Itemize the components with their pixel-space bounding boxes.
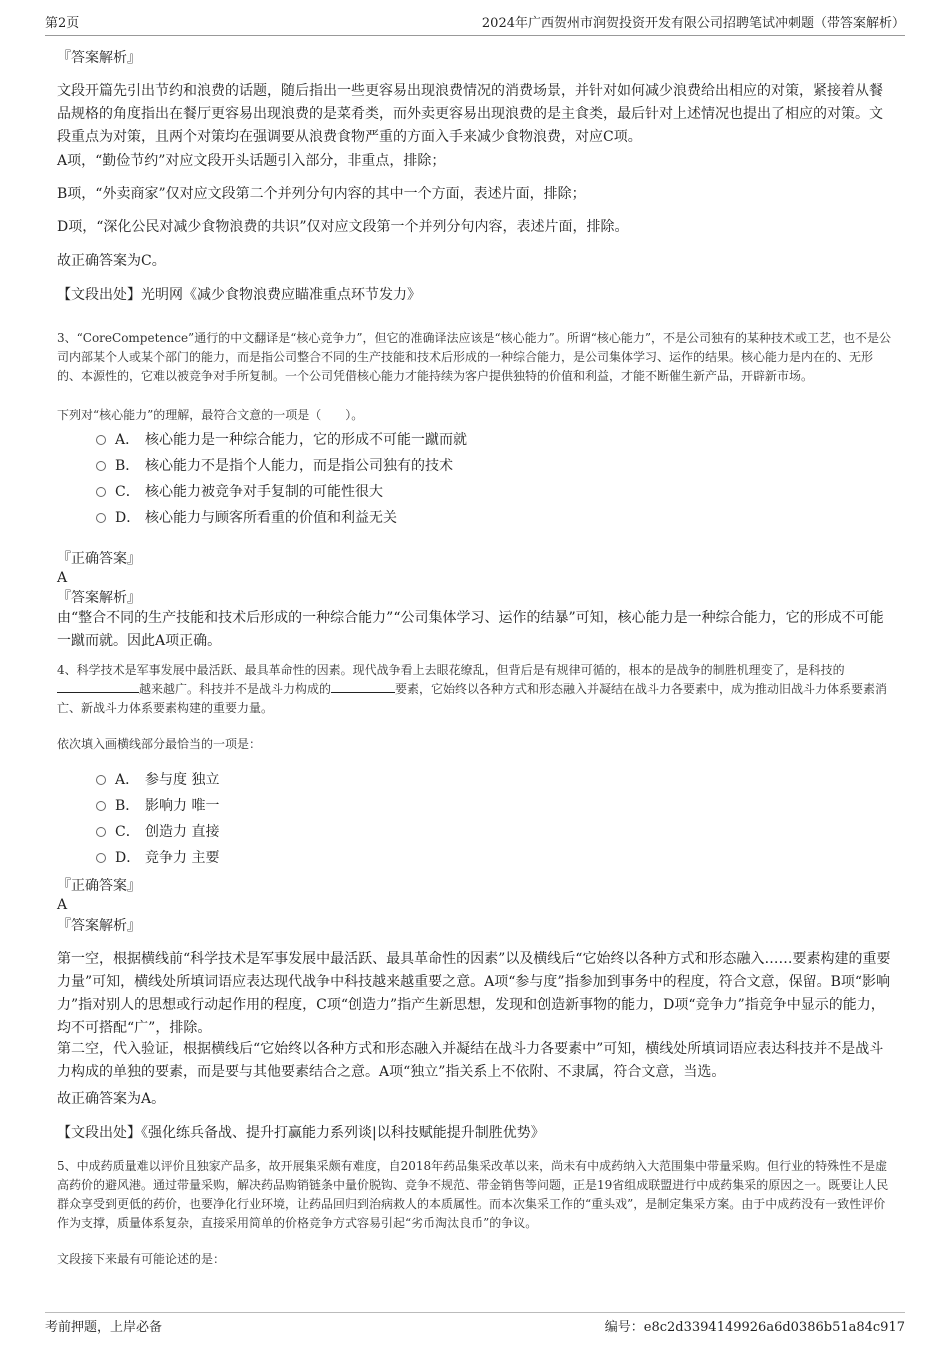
radio-button-icon[interactable]: [96, 775, 106, 785]
page-number: 第2页: [45, 16, 80, 31]
document-title: 2024年广西贺州市润贺投资开发有限公司招聘笔试冲刺题（带答案解析）: [481, 16, 905, 31]
radio-button-icon[interactable]: [96, 801, 106, 811]
q4-stem-part-2: 越来越广。科技并不是战斗力构成的: [139, 682, 332, 696]
q3-question: 下列对“核心能力”的理解，最符合文意的一项是（ ）。: [57, 408, 364, 422]
option-text: 竞争力 主要: [145, 850, 220, 866]
q4-answer: A: [57, 897, 68, 913]
blank-line: [57, 680, 139, 693]
q3-option-c[interactable]: [96, 482, 383, 502]
q4-analysis-label: 『答案解析』: [57, 918, 141, 934]
q5-stem: 5、中成药质量难以评价且独家产品多，故开展集采颇有难度，自2018年药品集采改革以来，尚未有中成药纳入大范围集中带量采购。但行业的特殊性不是虚高药价的避风港。通过带量采购，解决药品购销链条中量价脱钩、竞争不规范、带金销售等问题，正是19省组成联盟进行中成药集采的原因之一。既要让人民群众享受到更低的药价，也要净化行业环境，让药品回归到治病救人的本质属性。而本次集采工作的“重头戏”，是制定集采方案。由于中成药没有一致性评价作为支撑，质量体系复杂，直接采用简单的价格竞争方式容易引起“劣币淘汰良币”的争议。: [57, 1159, 889, 1230]
radio-button-icon[interactable]: [96, 827, 106, 837]
blank-line: [331, 680, 395, 693]
option-text: 参与度 独立: [145, 772, 220, 788]
q3-stem: 3、“CoreCompetence”通行的中文翻译是“核心竞争力”，但它的准确译法应该是“核心能力”。所谓“核心能力”，不是公司独有的某种技术或工艺，也不是公司内部某个人或某个部门的能力，而是指公司整合不同的生产技能和技术后形成的一种综合能力，是公司集体学习、运作的结果。核心能力是内在的、无形的、本源性的，它难以被竞争对手所复制。一个公司凭借核心能力才能持续为客户提供独特的价值和利益，才能不断催生新产品，开辟新市场。: [57, 331, 892, 383]
q4-source: 【文段出处】《强化练兵备战、提升打赢能力系列谈|以科技赋能提升制胜优势》: [57, 1125, 545, 1141]
q3-analysis-label: 『答案解析』: [57, 590, 141, 606]
radio-button-icon[interactable]: [96, 461, 106, 471]
option-text: 核心能力被竞争对手复制的可能性很大: [145, 484, 383, 500]
option-text: 核心能力不是指个人能力，而是指公司独有的技术: [145, 458, 453, 474]
q2-analysis-option-d: D项，“深化公民对减少食物浪费的共识”仅对应文段第一个并列分句内容，表述片面，排除。: [57, 219, 629, 235]
q4-option-b[interactable]: [96, 796, 219, 816]
q4-analysis-paragraph-1: 第一空，根据横线前“科学技术是军事发展中最活跃、最具革命性的因素”以及横线后“它始终以各种方式和形态融入……要素构建的重要力量”可知，横线处所填词语应表达现代战争中科技越来越重要之意。A项“参与度”指参加到事务中的程度，符合文意，保留。B项“影响力”指对别人的思想或行动起作用的程度，C项“创造力”指产生新思想，发现和创造新事物的能力，D项“竞争力”指竞争中显示的能力，均不可搭配“广”，排除。: [57, 951, 891, 1036]
q2-analysis-label: 『答案解析』: [57, 50, 141, 66]
q2-analysis-option-b: B项，“外卖商家”仅对应文段第二个并列分句内容的其中一个方面，表述片面，排除；: [57, 186, 586, 202]
q4-option-a[interactable]: [96, 770, 219, 790]
q4-stem-part-1: 4、科学技术是军事发展中最活跃、最具革命性的因素。现代战争看上去眼花缭乱，但背后是有规律可循的，根本的是战争的制胜机理变了，是科技的: [57, 663, 845, 677]
option-letter: D．: [115, 510, 141, 526]
q4-analysis-paragraph-2: 第二空，代入验证，根据横线后“它始终以各种方式和形态融入并凝结在战斗力各要素中”可知，横线处所填词语应表达科技并不是战斗力构成的单独的要素，而是要与其他要素结合之意。A项“独立”指关系上不依附、不隶属，符合文意，当选。: [57, 1041, 884, 1080]
q2-source: 【文段出处】光明网《减少食物浪费应瞄准重点环节发力》: [57, 287, 421, 303]
page-header: [45, 12, 905, 36]
q4-answer-label: 『正确答案』: [57, 878, 141, 894]
option-letter: B．: [115, 458, 140, 474]
option-letter: A．: [115, 772, 140, 788]
q3-answer-label: 『正确答案』: [57, 551, 141, 567]
radio-button-icon[interactable]: [96, 435, 106, 445]
q2-conclusion: 故正确答案为C。: [57, 253, 166, 269]
option-text: 核心能力与顾客所看重的价值和利益无关: [145, 510, 397, 526]
option-letter: B．: [115, 798, 140, 814]
q3-answer: A: [57, 570, 68, 586]
q2-analysis-paragraph: 文段开篇先引出节约和浪费的话题，随后指出一些更容易出现浪费情况的消费场景，并针对如何减少浪费给出相应的对策，紧接着从餐品规格的角度指出在餐厅更容易出现浪费的是菜肴类，而外卖更容易出现浪费的是主食类，最后针对上述情况也提出了相应的对策。文段重点为对策，且两个对策均在强调要从浪费食物严重的方面入手来减少食物浪费，对应C项。: [57, 83, 883, 145]
q3-option-d[interactable]: [96, 508, 397, 528]
q4-stem-part-3: 要素，它始终以各种方式和形态融入并凝结在战斗力各要素中，成为推动旧战斗力体系要素消亡、新战斗力体系要素构建的重要力量。: [57, 682, 888, 715]
option-letter: C．: [115, 484, 140, 500]
option-letter: D．: [115, 850, 141, 866]
footer-slogan: 考前押题，上岸必备: [45, 1320, 163, 1335]
page-footer: [45, 1312, 905, 1335]
q3-analysis: 由“整合不同的生产技能和技术后形成的一种综合能力”“公司集体学习、运作的结暴”可知，核心能力是一种综合能力，它的形成不可能一蹴而就。因此A项正确。: [57, 610, 884, 649]
q4-option-d[interactable]: [96, 848, 219, 868]
q4-question: 依次填入画横线部分最恰当的一项是：: [57, 737, 262, 751]
radio-button-icon[interactable]: [96, 513, 106, 523]
q2-analysis-option-a: A项，“勤俭节约”对应文段开头话题引入部分，非重点，排除；: [57, 153, 446, 169]
q5-question: 文段接下来最有可能论述的是：: [57, 1252, 226, 1266]
option-text: 核心能力是一种综合能力，它的形成不可能一蹴而就: [145, 432, 467, 448]
radio-button-icon[interactable]: [96, 487, 106, 497]
q3-option-b[interactable]: [96, 456, 453, 476]
radio-button-icon[interactable]: [96, 853, 106, 863]
option-text: 创造力 直接: [145, 824, 220, 840]
option-text: 影响力 唯一: [145, 798, 220, 814]
option-letter: A．: [115, 432, 140, 448]
q4-stem: [57, 661, 895, 718]
q3-option-a[interactable]: [96, 430, 467, 450]
q4-option-c[interactable]: [96, 822, 219, 842]
document-id: 编号：e8c2d3394149926a6d0386b51a84c917: [604, 1320, 905, 1335]
option-letter: C．: [115, 824, 140, 840]
q4-conclusion: 故正确答案为A。: [57, 1091, 166, 1107]
